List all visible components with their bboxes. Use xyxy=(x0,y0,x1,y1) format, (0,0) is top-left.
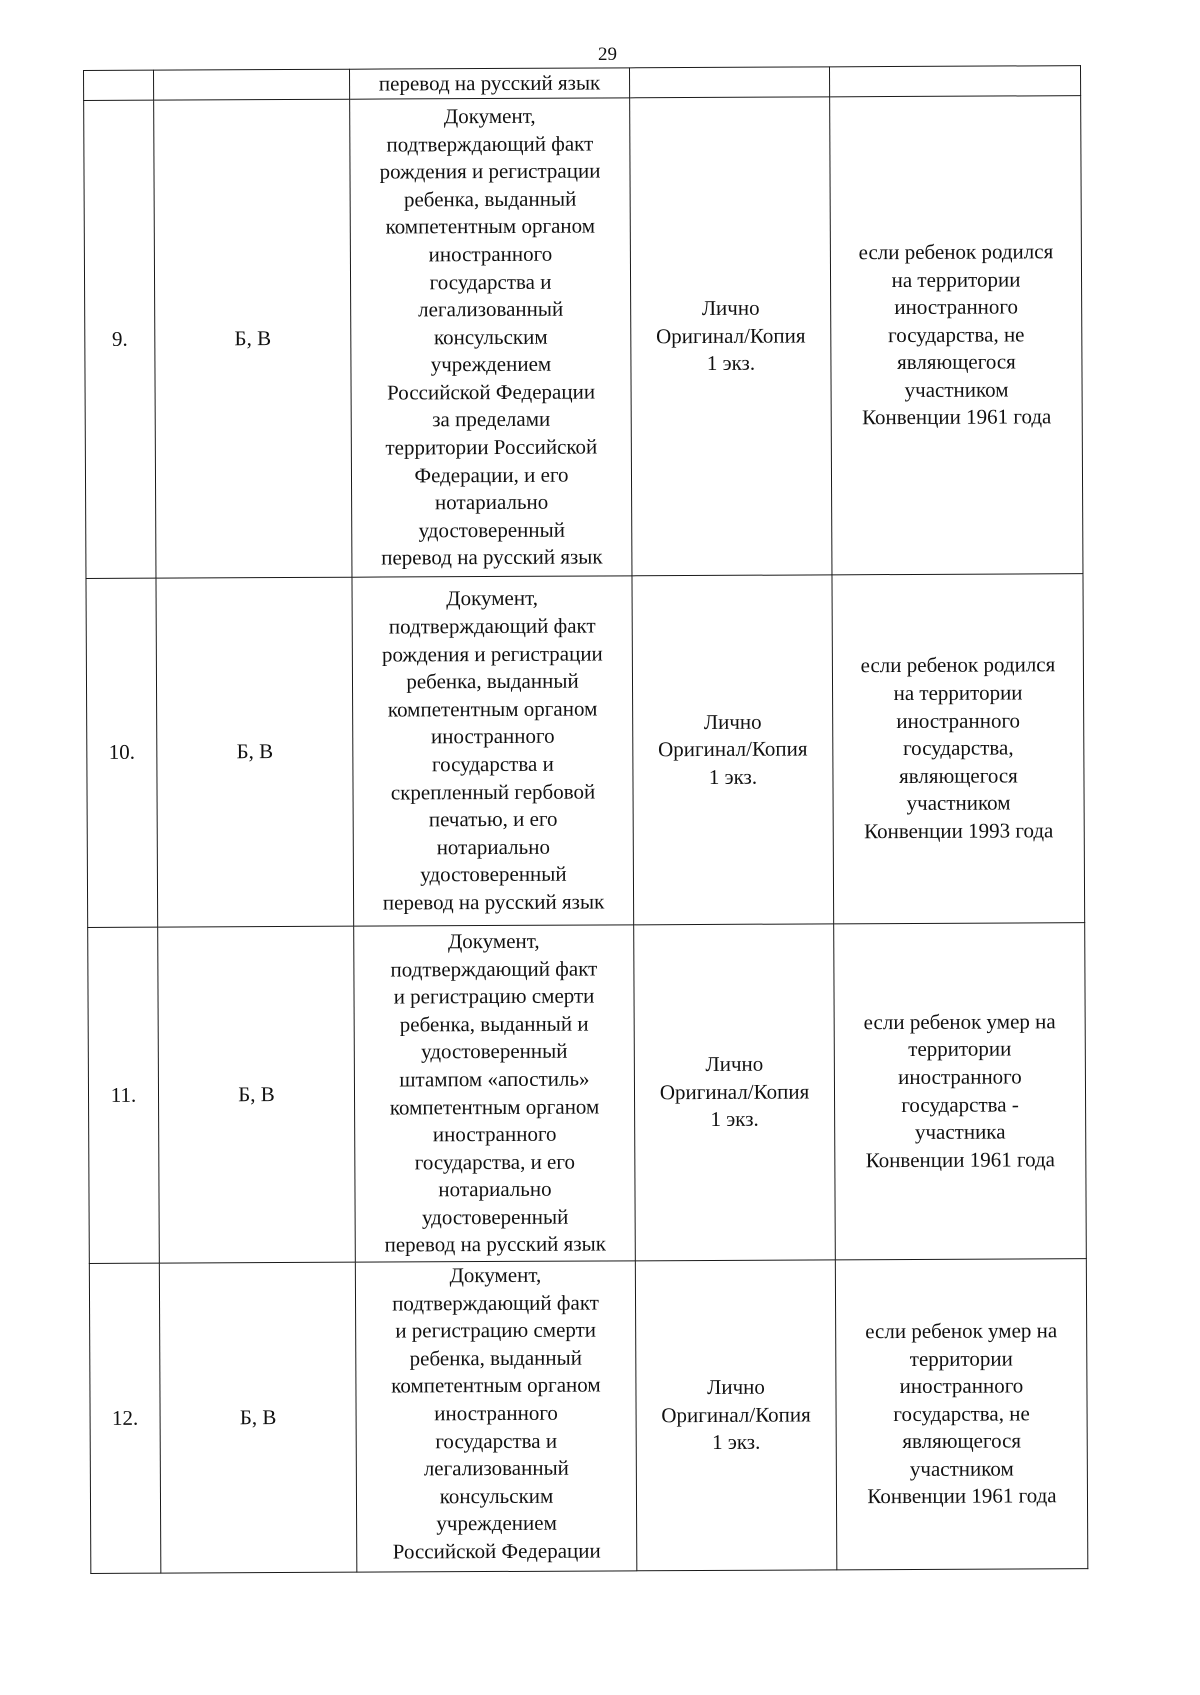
submission-cell xyxy=(629,67,829,98)
condition-cell: если ребенок родился на территории иностранного государства, являющегося участником Конвенции 1993 года xyxy=(832,574,1085,924)
category-cell: Б, В xyxy=(158,926,356,1263)
row-number-cell: 11. xyxy=(88,927,160,1263)
table-row xyxy=(88,923,1087,1264)
row-number-cell: 12. xyxy=(89,1263,161,1573)
row-number-cell: 10. xyxy=(86,578,158,927)
row-number-cell: 9. xyxy=(84,100,156,578)
condition-cell xyxy=(829,66,1080,97)
submission-cell: Лично Оригинал/Копия 1 экз. xyxy=(632,575,834,925)
category-cell: Б, В xyxy=(154,99,352,578)
document-cell: Документ, подтверждающий факт и регистрацию смерти ребенка, выданный и удостоверенный штампом «апостиль» компетентным органом иностранного государства, и его нотариально удостоверенный перевод на русский язык xyxy=(354,925,636,1262)
condition-cell: если ребенок умер на территории иностранного государства, не являющегося участником Конвенции 1961 года xyxy=(835,1259,1088,1570)
table-row xyxy=(89,1259,1088,1574)
submission-cell: Лично Оригинал/Копия 1 экз. xyxy=(630,97,832,576)
document-cell: Документ, подтверждающий факт рождения и регистрации ребенка, выданный компетентным органом иностранного государства и скрепленный гербовой печатью, и его нотариально удостоверенный перевод на русский язык xyxy=(352,576,634,926)
document-cell: Документ, подтверждающий факт рождения и регистрации ребенка, выданный компетентным органом иностранного государства и легализованный консульским учреждением Российской Федерации за пределами территории Российской Федерации, и его нотариально удостоверенный перевод на русский язык xyxy=(350,98,632,577)
page-number: 29 xyxy=(598,44,617,65)
documents-table xyxy=(83,65,1088,1574)
table-row-continuation xyxy=(84,66,1081,101)
category-cell xyxy=(154,69,350,100)
table-row xyxy=(86,574,1085,928)
category-cell: Б, В xyxy=(156,577,354,927)
condition-cell: если ребенок умер на территории иностранного государства - участника Конвенции 1961 года xyxy=(834,923,1087,1260)
submission-cell: Лично Оригинал/Копия 1 экз. xyxy=(634,924,836,1261)
document-cell: перевод на русский язык xyxy=(349,68,629,99)
document-cell: Документ, подтверждающий факт и регистрацию смерти ребенка, выданный компетентным органом иностранного государства и легализованный консульским учреждением Российской Федерации xyxy=(355,1261,637,1572)
row-number-cell xyxy=(84,70,154,100)
condition-cell: если ребенок родился на территории иностранного государства, не являющегося участником Конвенции 1961 года xyxy=(830,96,1083,575)
category-cell: Б, В xyxy=(159,1262,357,1573)
table-row xyxy=(84,96,1083,579)
submission-cell: Лично Оригинал/Копия 1 экз. xyxy=(635,1260,837,1571)
